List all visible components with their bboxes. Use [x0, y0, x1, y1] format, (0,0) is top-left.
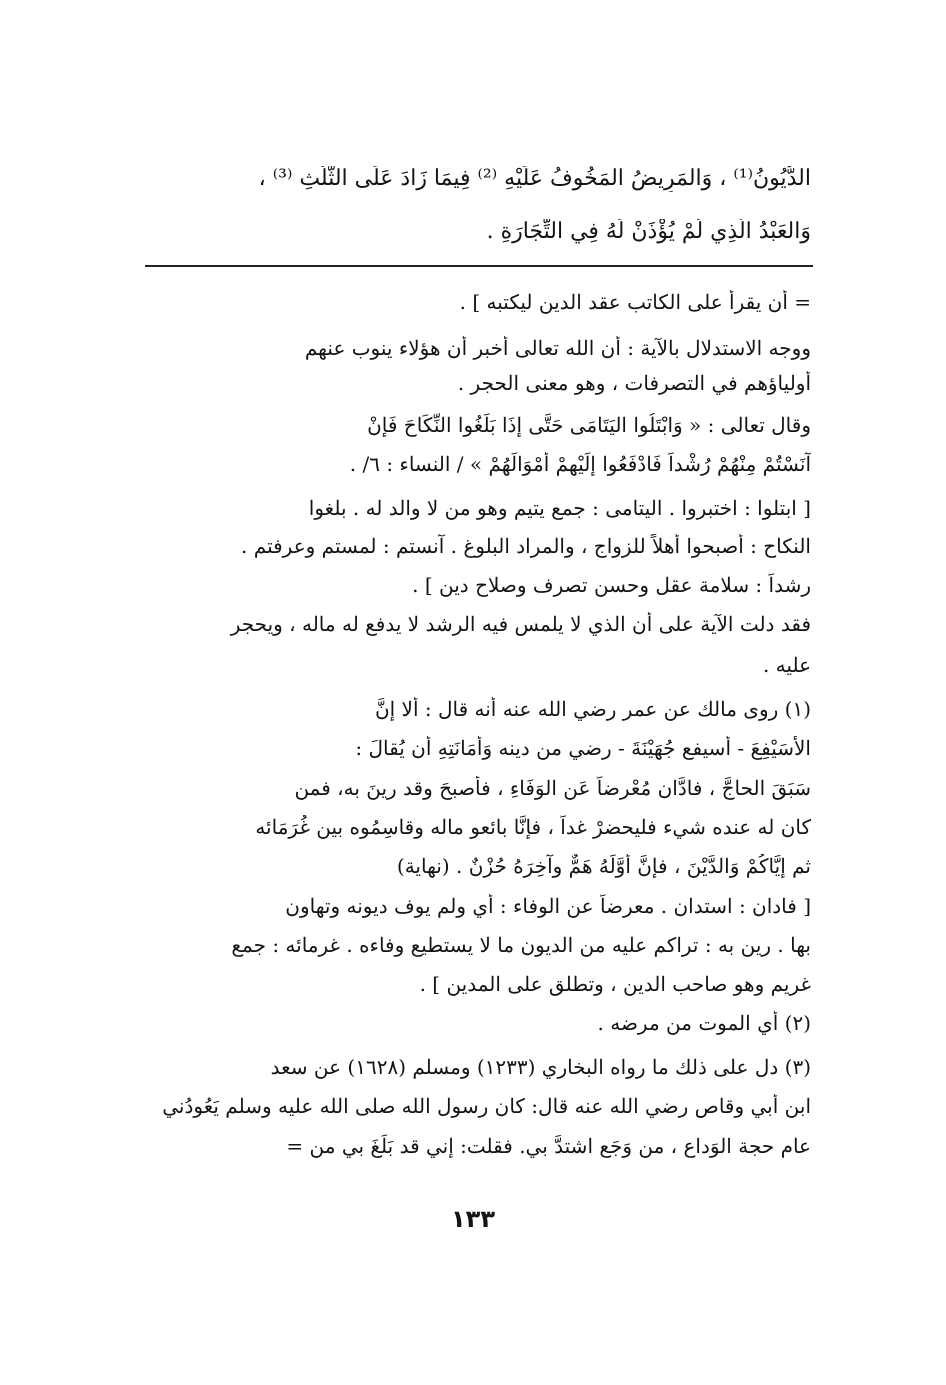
footnote-line-6: [ ابتلوا : اختبروا . اليتامى : جمع يتيم وهو من لا والد له . بلغوا [308, 496, 811, 520]
footnote-line-16: [ فادان : استدان . معرضاً عن الوفاء : أي ولم يوف ديونه وتهاون [285, 894, 811, 918]
footnote-line-3: أولياؤهم في التصرفات ، وهو معنى الحجر . [457, 371, 811, 395]
footnote-line-22: عام حجة الوَداع ، من وَجَعٍ اشتدَّ بي. فقلت: إني قد بَلَغَ بي من = [286, 1134, 811, 1158]
footnote-line-12: الأُسَيْفِعَ - أسيفع جُهَيْنَةَ - رضي من دينه وَأَمَانَتِهِ أن يُقالَ : [355, 736, 811, 760]
footnote-line-13: سَبَقَ الحاجَّ ، فادَّان مُعْرِضاً عَنِ الوَفَاءِ ، فأصبحَ وقد رِينَ به، فمن [294, 776, 811, 800]
footnote-line-17: بها . رين به : تراكم عليه من الديون ما لا يستطيع وفاءه . غرمائه : جمع [231, 933, 811, 957]
footnote-line-18: غريم وهو صاحب الدين ، وتطلق على المدين ] . [419, 972, 811, 996]
footnote-line-15: ثم إيَّاكُمْ وَالدَّيْنَ ، فإنَّ أوَّلَهُ هَمٌّ وآخِرَهُ حُزْنٌ . (نهاية) [396, 854, 811, 878]
footnote-line-10: عليه . [762, 653, 811, 677]
footnote-line-19: (٢) أي الموت من مرضه . [597, 1011, 811, 1035]
footnote-line-9: فقد دلت الآية على أن الذي لا يلمس فيه الرشد لا يدفع له ماله ، ويحجر [230, 612, 811, 636]
footnote-line-14: كان له عنده شيء فليحضرْ غداً ، فإنَّا بائعو ماله وقاسِمُوه بين غُرَمَائه [255, 815, 811, 839]
page-number: ١٣٣ [451, 1205, 495, 1233]
footnote-line-2: ووجه الاستدلال بالآية : أن الله تعالى أخبر أن هؤلاء ينوب عنهم [304, 336, 811, 360]
footnote-line-11: (١) روى مالك عن عمر رضي الله عنه أنه قال : ألا إنَّ [374, 697, 811, 721]
footnote-line-4: وقال تعالى : « وَابْتَلُوا اليَتَامَى حَتَّى إِذَا بَلَغُوا النِّكَاحَ فَإِنْ [367, 413, 811, 437]
main-text-line-2: وَالعَبْدُ الَّذِي لَمْ يُؤْذَنْ لَهُ فِي التِّجَارَةِ . [486, 219, 811, 244]
footnote-line-7: النكاح : أصبحوا أهلاً للزواج ، والمراد البلوغ . آنستم : لمستم وعرفتم . [241, 534, 811, 558]
footnote-line-5: آنَسْتُمْ مِنْهُمْ رُشْداً فَادْفَعُوا إِلَيْهِمْ أَمْوَالَهُمْ » / النساء : ٦/ . [349, 452, 811, 476]
footnote-line-1: = أن يقرأ على الكاتب عقد الدين ليكتبه ] . [459, 290, 811, 314]
main-text-line-1: الدُّيُونُ⁽¹⁾ ، وَالمَرِيضُ المَخُوفُ عَلَيْهِ ⁽²⁾ فِيمَا زَادَ عَلَى الثُّلُثِ ⁽³⁾ ، [258, 166, 811, 191]
footnote-line-20: (٣) دل على ذلك ما رواه البخاري (١٢٣٣) ومسلم (١٦٢٨) عن سعد [270, 1055, 811, 1079]
footnote-separator [145, 265, 813, 267]
footnote-line-21: ابن أبي وقاص رضي الله عنه قال: كان رسول الله صلى الله عليه وسلم يَعُودُني [162, 1094, 811, 1118]
footnote-line-8: رشداً : سلامة عقل وحسن تصرف وصلاح دين ] . [412, 573, 811, 597]
